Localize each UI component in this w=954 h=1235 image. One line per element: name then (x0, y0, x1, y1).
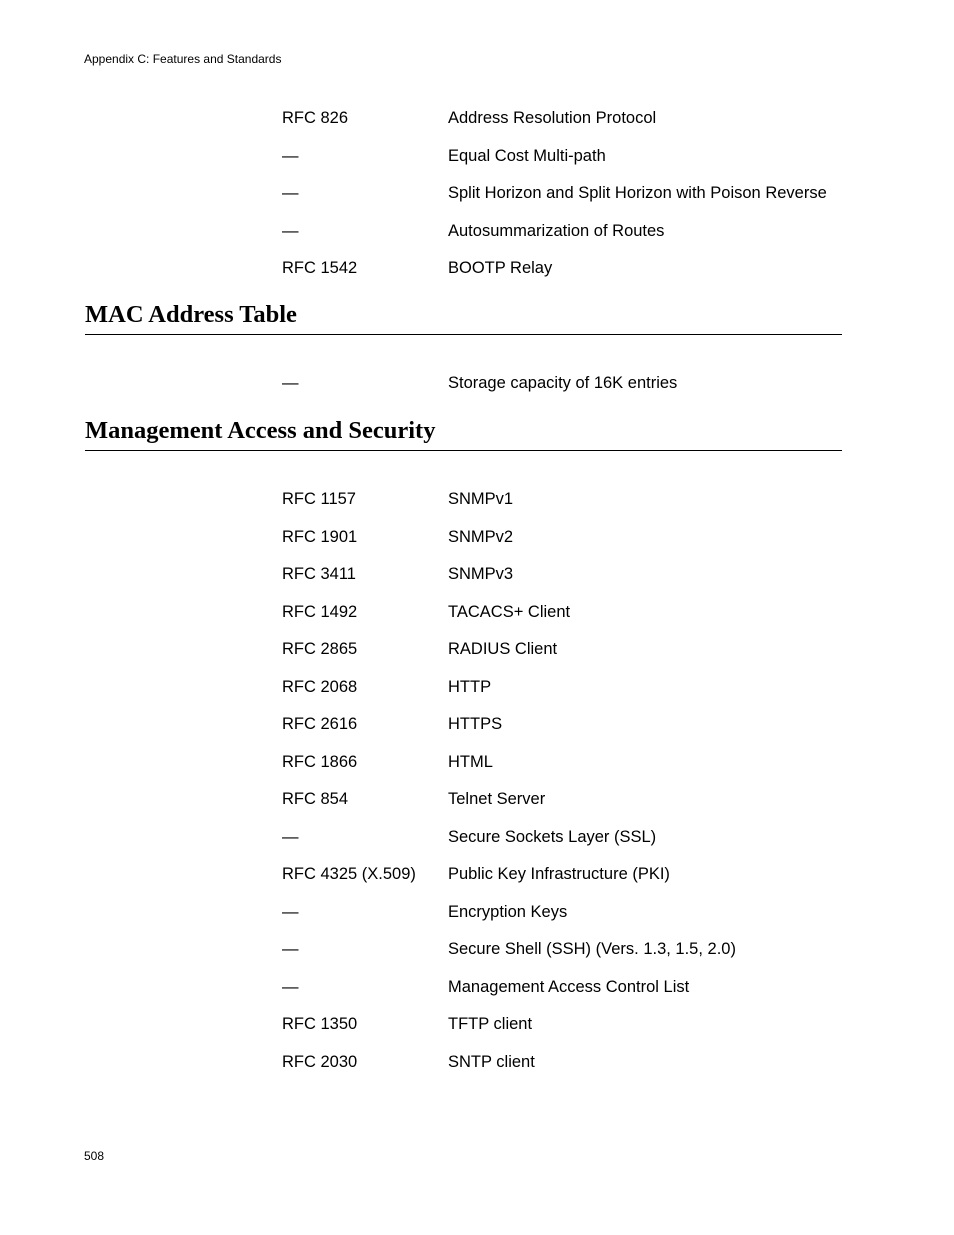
standard-description: Address Resolution Protocol (448, 109, 657, 127)
standard-row (282, 752, 862, 790)
standard-row (282, 864, 862, 902)
standard-description: BOOTP Relay (448, 259, 553, 277)
standard-description: SNMPv2 (448, 527, 514, 546)
standard-reference: RFC 1901 (282, 527, 358, 546)
standard-row (282, 527, 862, 565)
standard-description: TACACS+ Client (448, 602, 571, 621)
standard-description: Storage capacity of 16K entries (448, 374, 678, 392)
standard-row (282, 902, 862, 940)
standard-reference: — (282, 221, 299, 240)
standard-reference: — (282, 146, 299, 165)
management-standards-list (282, 489, 862, 1089)
standard-reference: — (282, 902, 299, 921)
standard-description: HTTPS (448, 715, 503, 733)
standard-description: RADIUS Client (448, 640, 558, 658)
routing-standards-list (282, 108, 862, 296)
standard-reference: RFC 2865 (282, 640, 358, 658)
standard-row (282, 827, 862, 865)
standard-row (282, 939, 862, 977)
standard-description: Telnet Server (448, 790, 546, 808)
standard-reference: RFC 2616 (282, 715, 358, 733)
standard-description: Management Access Control List (448, 977, 690, 996)
standard-description: SNMPv3 (448, 565, 514, 583)
section-title-mac-address-table: MAC Address Table (85, 300, 842, 335)
standard-reference: RFC 2068 (282, 677, 358, 696)
standard-row (282, 677, 862, 715)
standard-description: Secure Sockets Layer (SSL) (448, 827, 657, 846)
standard-reference: RFC 1866 (282, 752, 358, 771)
standard-row (282, 373, 862, 411)
standard-reference: RFC 1157 (282, 490, 356, 508)
running-header: Appendix C: Features and Standards (84, 52, 282, 66)
standard-description: Autosummarization of Routes (448, 221, 665, 240)
standard-description: SNMPv1 (448, 490, 514, 508)
standard-description: TFTP client (448, 1015, 533, 1033)
standard-reference: RFC 4325 (X.509) (282, 865, 416, 883)
standard-description: Equal Cost Multi-path (448, 146, 606, 165)
standard-reference: RFC 826 (282, 109, 349, 127)
standard-reference: RFC 1492 (282, 602, 358, 621)
standard-reference: RFC 3411 (282, 565, 356, 583)
standard-reference: — (282, 184, 299, 202)
page-number: 508 (84, 1149, 105, 1163)
standard-row (282, 602, 862, 640)
standard-description: Split Horizon and Split Horizon with Poison Reverse (448, 184, 827, 202)
standard-reference: — (282, 977, 299, 996)
standard-reference: RFC 854 (282, 790, 349, 808)
standard-reference: RFC 1350 (282, 1015, 358, 1033)
standard-row (282, 489, 862, 527)
standard-row (282, 1014, 862, 1052)
standard-description: Encryption Keys (448, 902, 568, 921)
standard-description: Secure Shell (SSH) (Vers. 1.3, 1.5, 2.0) (448, 940, 736, 958)
standard-description: SNTP client (448, 1052, 535, 1071)
standard-row (282, 183, 862, 221)
standard-description: HTTP (448, 677, 492, 696)
standard-row (282, 221, 862, 259)
standard-row (282, 714, 862, 752)
standard-description: Public Key Infrastructure (PKI) (448, 865, 670, 883)
standard-row (282, 258, 862, 296)
standard-row (282, 789, 862, 827)
standard-reference: RFC 2030 (282, 1052, 358, 1071)
standard-reference: RFC 1542 (282, 259, 358, 277)
mac-standards-list (282, 373, 862, 411)
standard-reference: — (282, 827, 299, 846)
standard-row (282, 977, 862, 1015)
standard-row (282, 564, 862, 602)
standard-row (282, 146, 862, 184)
standard-row (282, 108, 862, 146)
section-title-management-access-security: Management Access and Security (85, 416, 842, 451)
standard-reference: — (282, 940, 299, 958)
standard-row (282, 639, 862, 677)
standard-row (282, 1052, 862, 1090)
standard-description: HTML (448, 752, 493, 771)
standard-reference: — (282, 374, 299, 392)
